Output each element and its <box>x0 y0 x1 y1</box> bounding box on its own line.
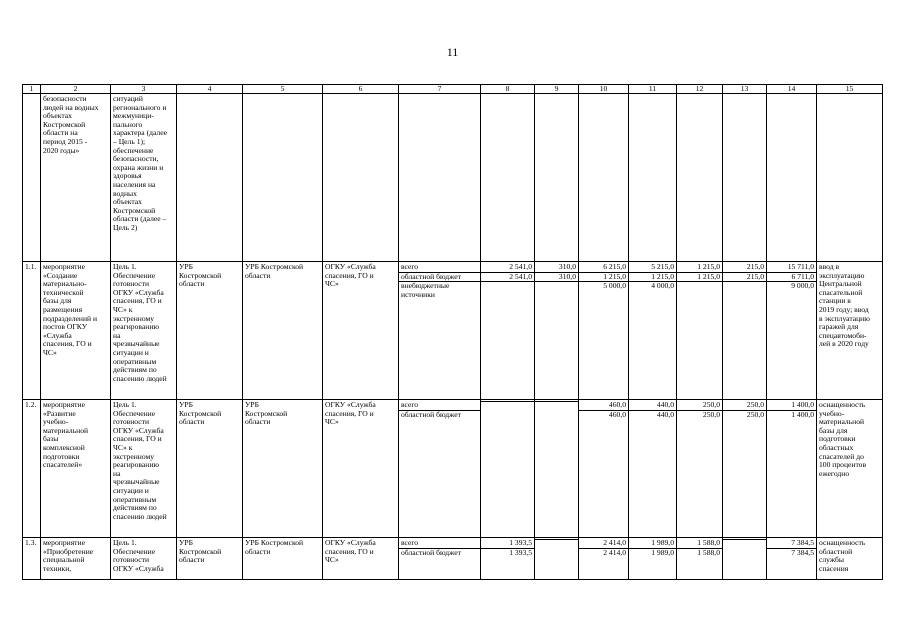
cell-value: 215,0 <box>723 272 766 282</box>
cell-col-6 <box>323 94 399 262</box>
cell-value <box>723 539 766 540</box>
cell-col-15: ввод в эксплуатацию Центральной спасательной станции в 2019 году; ввод в эксплуатацию гаражей для спецавтомоби- лей в 2020 году <box>817 262 883 400</box>
cell-value: 1 400,0 <box>791 400 814 409</box>
cell-value: областной бюджет <box>399 548 480 558</box>
cell-value <box>535 401 578 402</box>
cell-value: 440,0 <box>656 400 674 409</box>
cell-values-col-9 <box>535 400 579 538</box>
cell-values-col-7 <box>399 538 481 580</box>
cell-value: всего <box>401 262 419 271</box>
cell-col-15: оснащенность областной службы спасения <box>817 538 883 580</box>
cell-value <box>481 401 534 402</box>
cell-values-col-9 <box>535 538 579 580</box>
cell-value: 250,0 <box>746 400 764 409</box>
column-header: 9 <box>535 85 579 94</box>
cell-values-col-12 <box>677 400 723 538</box>
program-table <box>22 84 883 580</box>
cell-values-col-8 <box>481 262 535 400</box>
cell-values-col-12 <box>677 538 723 580</box>
cell-values-col-8 <box>481 400 535 538</box>
cell-value: 1 215,0 <box>629 272 676 282</box>
cell-col-1: 1.1. <box>23 262 41 400</box>
cell-values-col-13 <box>723 538 767 580</box>
cell-col-10 <box>579 94 629 262</box>
cell-col-1 <box>23 94 41 262</box>
cell-value: 310,0 <box>535 272 578 282</box>
cell-col-3: Цель 1. Обеспечение готовности ОГКУ «Служба <box>111 538 177 580</box>
cell-values-col-14 <box>767 400 817 538</box>
cell-col-13 <box>723 94 767 262</box>
cell-value <box>481 281 534 282</box>
cell-value <box>677 281 722 282</box>
cell-col-7 <box>399 94 481 262</box>
cell-col-5: УРБ Костромской области <box>243 262 323 400</box>
column-header: 4 <box>177 85 243 94</box>
cell-value: 460,0 <box>608 400 626 409</box>
cell-values-col-11 <box>629 400 677 538</box>
cell-value: 2 541,0 <box>509 262 532 271</box>
cell-value: 6 711,0 <box>767 272 816 282</box>
cell-value: 250,0 <box>723 410 766 420</box>
table-row <box>23 538 883 580</box>
cell-values-col-14 <box>767 538 817 580</box>
cell-value: 1 215,0 <box>677 272 722 282</box>
column-header: 6 <box>323 85 399 94</box>
column-header: 2 <box>41 85 111 94</box>
cell-values-col-14 <box>767 262 817 400</box>
cell-values-col-12 <box>677 262 723 400</box>
cell-col-3: Цель 1. Обеспечение готовности ОГКУ «Служба спасения, ГО и ЧС» к экстренному реагированию на чрезвычайные ситуации и оперативным действиям по спасению людей <box>111 262 177 400</box>
table-header-row <box>23 85 883 94</box>
cell-values-col-11 <box>629 262 677 400</box>
cell-value: 1 989,0 <box>651 538 674 547</box>
cell-value: областной бюджет <box>399 272 480 282</box>
cell-value: 310,0 <box>558 262 576 271</box>
cell-values-col-9 <box>535 262 579 400</box>
cell-value: областной бюджет <box>399 410 480 420</box>
cell-col-2: мероприятие «Приобретение специальной техники, <box>41 538 111 580</box>
cell-col-3: Цель 1. Обеспечение готовности ОГКУ «Служба спасения, ГО и ЧС» к экстренному реагированию на чрезвычайные ситуации и оперативным действиям по спасению людей <box>111 400 177 538</box>
cell-value: 1 215,0 <box>579 272 628 282</box>
cell-col-5: УРБ Костромской области <box>243 538 323 580</box>
cell-col-15 <box>817 94 883 262</box>
cell-values-col-10 <box>579 262 629 400</box>
cell-values-col-11 <box>629 538 677 580</box>
cell-values-col-7 <box>399 400 481 538</box>
cell-value: 9 000,0 <box>767 281 816 291</box>
cell-values-col-8 <box>481 538 535 580</box>
column-header: 3 <box>111 85 177 94</box>
cell-col-2: мероприятие «Развитие учебно- материальной базы комплексной подготовки спасателей» <box>41 400 111 538</box>
cell-value: 460,0 <box>579 410 628 420</box>
cell-value: 1 393,5 <box>509 538 532 547</box>
cell-col-2: мероприятие «Создание материально- технической базы для размещения подразделений и постов ОГКУ «Служба спасения, ГО и ЧС» <box>41 262 111 400</box>
cell-col-15: оснащенность учебно- материальной базы для подготовки областных спасателей до 100 процентов ежегодно <box>817 400 883 538</box>
cell-col-4: УРБ Костромской области <box>177 400 243 538</box>
cell-value: 250,0 <box>702 400 720 409</box>
cell-value: 1 215,0 <box>697 262 720 271</box>
cell-values-col-7 <box>399 262 481 400</box>
cell-value: 250,0 <box>677 410 722 420</box>
cell-value: всего <box>401 538 419 547</box>
cell-value: 4 000,0 <box>629 281 676 291</box>
cell-col-1: 1.2. <box>23 400 41 538</box>
column-header: 1 <box>23 85 41 94</box>
cell-value <box>723 281 766 282</box>
table-row <box>23 262 883 400</box>
cell-value: 440,0 <box>629 410 676 420</box>
cell-col-4: УРБ Костромской области <box>177 538 243 580</box>
cell-value: 2 414,0 <box>603 538 626 547</box>
cell-col-5 <box>243 94 323 262</box>
cell-value <box>535 281 578 282</box>
column-header: 15 <box>817 85 883 94</box>
column-header: 5 <box>243 85 323 94</box>
table-row <box>23 94 883 262</box>
column-header: 12 <box>677 85 723 94</box>
cell-value: 1 588,0 <box>697 538 720 547</box>
cell-value: 2 541,0 <box>481 272 534 282</box>
cell-col-5: УРБ Костромской области <box>243 400 323 538</box>
cell-col-11 <box>629 94 677 262</box>
cell-col-9 <box>535 94 579 262</box>
cell-value: 1 393,5 <box>481 548 534 558</box>
cell-col-1: 1.3. <box>23 538 41 580</box>
cell-col-6: ОГКУ «Служба спасения, ГО и ЧС» <box>323 538 399 580</box>
cell-value: 2 414,0 <box>579 548 628 558</box>
cell-value: 1 989,0 <box>629 548 676 558</box>
cell-value: 1 588,0 <box>677 548 722 558</box>
cell-col-6: ОГКУ «Служба спасения, ГО и ЧС» <box>323 400 399 538</box>
cell-value: 1 400,0 <box>767 410 816 420</box>
column-header: 14 <box>767 85 817 94</box>
cell-col-4: УРБ Костромской области <box>177 262 243 400</box>
cell-col-12 <box>677 94 723 262</box>
page-number: 11 <box>446 45 459 59</box>
cell-col-4 <box>177 94 243 262</box>
column-header: 13 <box>723 85 767 94</box>
column-header: 7 <box>399 85 481 94</box>
cell-value: 6 215,0 <box>603 262 626 271</box>
cell-value: 5 215,0 <box>651 262 674 271</box>
cell-value: 215,0 <box>746 262 764 271</box>
cell-value: 15 711,0 <box>787 262 814 271</box>
column-header: 8 <box>481 85 535 94</box>
column-header: 10 <box>579 85 629 94</box>
cell-col-6: ОГКУ «Служба спасения, ГО и ЧС» <box>323 262 399 400</box>
cell-values-col-10 <box>579 538 629 580</box>
cell-col-8 <box>481 94 535 262</box>
column-header: 11 <box>629 85 677 94</box>
cell-values-col-10 <box>579 400 629 538</box>
cell-col-3: ситуаций регионального и межмуници- пального характера (далее – Цель 1); обеспечение безопасности, охрана жизни и здоровья населения на водных объектах Костромской области (далее – Цель 2) <box>111 94 177 262</box>
cell-col-14 <box>767 94 817 262</box>
cell-col-2: безопасности людей на водных объектах Костромской области на период 2015 - 2020 годы» <box>41 94 111 262</box>
cell-value: 7 384,5 <box>791 538 814 547</box>
cell-value: 7 384,5 <box>767 548 816 558</box>
cell-value: 5 000,0 <box>579 281 628 291</box>
cell-values-col-13 <box>723 400 767 538</box>
cell-value <box>535 539 578 540</box>
cell-values-col-13 <box>723 262 767 400</box>
cell-value: внебюджетные источники <box>399 281 480 299</box>
cell-value: всего <box>401 400 419 409</box>
table-row <box>23 400 883 538</box>
